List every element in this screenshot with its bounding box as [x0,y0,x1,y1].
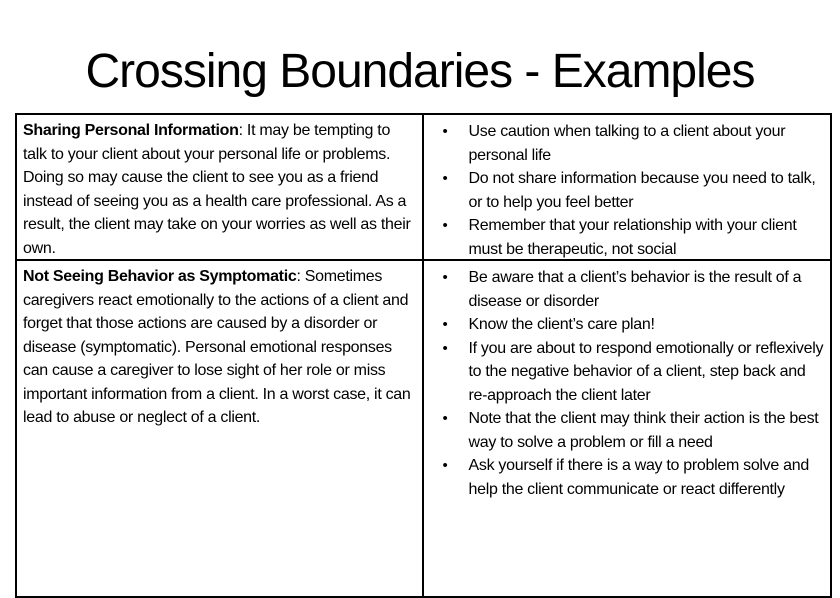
cell-sharing-personal-information-tips [424,115,831,261]
bullet-icon: • [442,269,448,286]
list-item [430,407,825,454]
list-item [430,337,825,408]
bullet-icon: • [442,339,448,357]
list-item [430,454,825,501]
list-item [430,120,825,167]
bullet-text: Remember that your relationship with your client must be therapeutic, not social [468,217,797,258]
bullet-text: Know the client’s care plan! [468,316,655,333]
cell-body-text: : It may be tempting to talk to your client about your personal life or problems. Doing so may cause the client to see you as a friend instead of seeing you as a health care professional. As a result, the client may take on your worries as well as their own. [23,122,411,257]
bullet-icon: • [442,457,448,474]
cell-lead-bold: Not Seeing Behavior as Symptomatic [23,268,297,285]
bullet-text: Be aware that a client’s behavior is the result of a disease or disorder [468,269,802,310]
paragraph [23,119,416,260]
cell-not-seeing-behavior-as-symptomatic [17,261,424,596]
bullet-list [430,120,825,261]
cell-body-text: : Sometimes caregivers react emotionally to the actions of a client and forget that those actions are caused by a disorder or disease (symptomatic). Personal emotional responses can cause a caregiver to lose sight of her role or miss important information from a client. In a worst case, it can lead to abuse or neglect of a client. [23,268,411,426]
list-item [430,167,825,214]
bullet-text: Ask yourself if there is a way to problem solve and help the client communicate or react differently [468,457,809,498]
list-item [430,313,825,337]
bullet-icon: • [442,123,448,140]
bullet-icon: • [442,410,448,427]
cell-sharing-personal-information [17,115,424,261]
list-item [430,266,825,313]
bullet-icon: • [442,170,448,187]
bullet-text: Do not share information because you need to talk, or to help you feel better [468,170,816,211]
bullet-icon: • [442,316,448,333]
bullet-icon: • [442,217,448,234]
cell-lead-bold: Sharing Personal Information [23,122,239,139]
list-item [430,214,825,261]
cell-not-seeing-behavior-tips [424,261,831,596]
bullet-text: Note that the client may think their action is the best way to solve a problem or fill a need [468,410,819,451]
page-title: Crossing Boundaries - Examples [85,45,755,98]
bullet-list [430,266,825,501]
paragraph [23,265,416,430]
examples-table [15,113,832,598]
bullet-text: Use caution when talking to a client about your personal life [468,123,786,164]
bullet-text: If you are about to respond emotionally or reflexively to the negative behavior of a client, step back and re-approach the client later [468,339,824,404]
